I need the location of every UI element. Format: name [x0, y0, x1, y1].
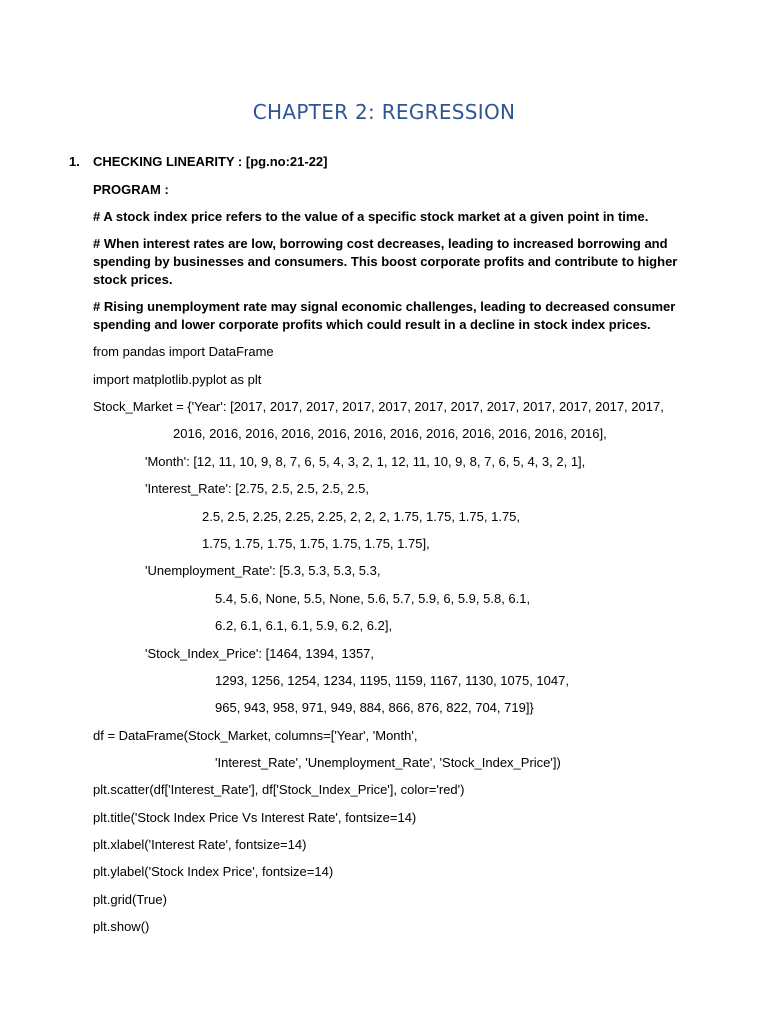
code-line: 5.4, 5.6, None, 5.5, None, 5.6, 5.7, 5.9, 6, 5.9, 5.8, 6.1, [215, 591, 531, 606]
code-line: df = DataFrame(Stock_Market, columns=['Year', 'Month', [93, 728, 418, 743]
comment-line: # Rising unemployment rate may signal economic challenges, leading to decreased consumer spending and lower corporate profits which could result in a decline in stock index prices. [93, 299, 676, 332]
code-line: plt.show() [93, 919, 150, 934]
code-line: from pandas import DataFrame [93, 344, 274, 359]
code-line: 2016, 2016, 2016, 2016, 2016, 2016, 2016, 2016, 2016, 2016, 2016, 2016], [173, 426, 607, 441]
code-line: 'Month': [12, 11, 10, 9, 8, 7, 6, 5, 4, 3, 2, 1, 12, 11, 10, 9, 8, 7, 6, 5, 4, 3, 2, 1], [145, 454, 586, 469]
code-line: 1293, 1256, 1254, 1234, 1195, 1159, 1167, 1130, 1075, 1047, [215, 673, 569, 688]
comment-line: # When interest rates are low, borrowing cost decreases, leading to increased borrowing and spending by businesses and consumers. This boost corporate profits and contribute to higher stock prices. [93, 236, 678, 287]
comment-line: # A stock index price refers to the value of a specific stock market at a given point in time. [93, 209, 649, 224]
code-line: 1.75, 1.75, 1.75, 1.75, 1.75, 1.75, 1.75], [202, 536, 430, 551]
code-line: plt.ylabel('Stock Index Price', fontsize=14) [93, 864, 334, 879]
code-line: 'Interest_Rate', 'Unemployment_Rate', 'Stock_Index_Price']) [215, 755, 561, 770]
code-line: 6.2, 6.1, 6.1, 6.1, 5.9, 6.2, 6.2], [215, 618, 393, 633]
code-line: 'Interest_Rate': [2.75, 2.5, 2.5, 2.5, 2.5, [145, 481, 369, 496]
code-line: plt.title('Stock Index Price Vs Interest Rate', fontsize=14) [93, 810, 417, 825]
code-line: plt.grid(True) [93, 892, 167, 907]
code-line: plt.scatter(df['Interest_Rate'], df['Stock_Index_Price'], color='red') [93, 782, 465, 797]
code-line: 965, 943, 958, 971, 949, 884, 866, 876, 822, 704, 719]} [215, 700, 534, 715]
code-line: Stock_Market = {'Year': [2017, 2017, 2017, 2017, 2017, 2017, 2017, 2017, 2017, 2017, 2017, 2017, [93, 399, 664, 414]
chapter-title: CHAPTER 2: REGRESSION [252, 100, 516, 124]
list-number: 1. [69, 154, 80, 169]
code-line: import matplotlib.pyplot as plt [93, 372, 262, 387]
program-label: PROGRAM : [93, 182, 169, 197]
code-line: 2.5, 2.5, 2.25, 2.25, 2.25, 2, 2, 2, 1.75, 1.75, 1.75, 1.75, [202, 509, 521, 524]
section-heading: CHECKING LINEARITY : [pg.no:21-22] [93, 154, 328, 169]
code-line: plt.xlabel('Interest Rate', fontsize=14) [93, 837, 307, 852]
code-line: 'Stock_Index_Price': [1464, 1394, 1357, [145, 646, 375, 661]
code-line: 'Unemployment_Rate': [5.3, 5.3, 5.3, 5.3, [145, 563, 381, 578]
